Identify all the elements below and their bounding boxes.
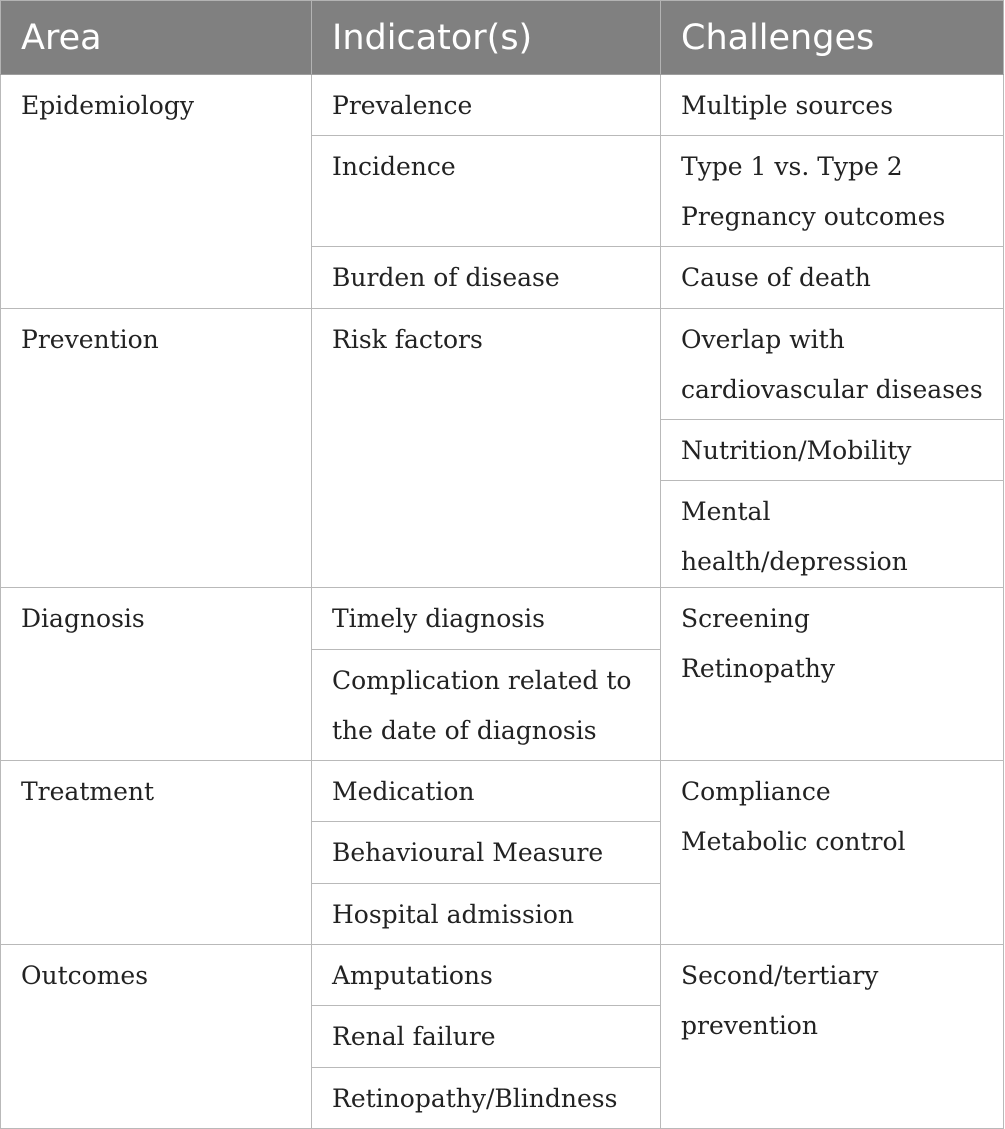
table-row (1, 761, 1004, 822)
table-row (1, 309, 1004, 420)
header-indicators: Indicator(s) (312, 1, 661, 75)
area-cell: Outcomes (1, 945, 312, 1129)
table-row (1, 945, 1004, 1006)
header-challenges: Challenges (661, 1, 1004, 75)
indicator-cell: Prevalence (312, 75, 661, 136)
challenge-cell: Nutrition/Mobility (661, 420, 1004, 481)
challenge-cell: Cause of death (661, 247, 1004, 309)
table-row (1, 75, 1004, 136)
table-row (1, 588, 1004, 650)
challenge-cell: Multiple sources (661, 75, 1004, 136)
indicator-cell: Amputations (312, 945, 661, 1006)
area-cell: Diagnosis (1, 588, 312, 761)
challenge-cell: Screening Retinopathy (661, 588, 1004, 761)
challenge-cell: Type 1 vs. Type 2 Pregnancy outcomes (661, 136, 1004, 247)
indicator-cell: Renal failure (312, 1006, 661, 1068)
indicator-cell: Medication (312, 761, 661, 822)
indicator-cell: Complication related to the date of diagnosis (312, 650, 661, 761)
challenge-cell: Compliance Metabolic control (661, 761, 1004, 945)
challenge-cell: Second/tertiary prevention (661, 945, 1004, 1129)
area-cell: Epidemiology (1, 75, 312, 309)
header-row (1, 1, 1004, 75)
indicator-cell: Timely diagnosis (312, 588, 661, 650)
challenge-cell: Mental health/depression (661, 481, 1004, 588)
indicator-cell: Hospital admission (312, 884, 661, 945)
indicator-cell: Behavioural Measure (312, 822, 661, 884)
header-area: Area (1, 1, 312, 75)
indicator-cell: Retinopathy/Blindness (312, 1068, 661, 1129)
indicator-cell: Incidence (312, 136, 661, 247)
area-cell: Treatment (1, 761, 312, 945)
indicator-cell: Burden of disease (312, 247, 661, 309)
challenge-cell: Overlap with cardiovascular diseases (661, 309, 1004, 420)
area-cell: Prevention (1, 309, 312, 588)
indicator-cell: Risk factors (312, 309, 661, 588)
